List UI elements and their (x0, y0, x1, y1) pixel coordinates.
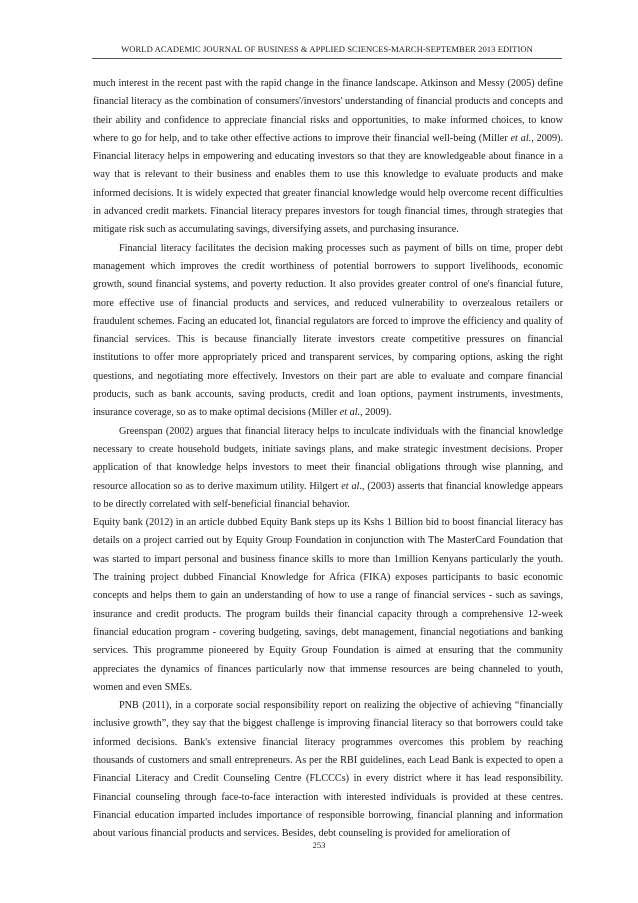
citation-etal: et al. (339, 407, 361, 419)
paragraph-p5 (93, 697, 563, 843)
page-number: 253 (312, 840, 326, 850)
text-run: Greenspan (2002) argues that financial literacy helps to inculcate individuals with the financial knowledge necessary to create household budgets, initiate savings plans, and make strategic investment decisions. Proper application of that knowledge helps investors to meet their financial obligations through wise planning, and resource allocation so as to derive maximum utility. Hilgert (93, 425, 563, 492)
citation-etal: et al. (510, 132, 532, 144)
text-run: , 2009). Financial literacy helps in empowering and educating investors so that they are knowledgeable about finance in a way that is relevant to their business and enables them to use this knowledge to evaluate products and make informed decisions. It is widely expected that greater financial knowledge would help overcome recent difficulties in advanced credit markets. Financial literacy prepares investors for tough financial times, through strategies that mitigate risk such as accumulating savings, diversifying assets, and purchasing insurance. (93, 132, 563, 236)
text-run: Equity bank (2012) in an article dubbed Equity Bank steps up its Kshs 1 Billion bid to boost financial literacy has details on a project carried out by Equity Group Foundation in conjunction with The MasterCard Foundation that was started to impart personal and business finance skills to more than 1million Kenyans particularly the youth. The training project dubbed Financial Knowledge for Africa (FIKA) exposes participants to basic economic concepts and helps them to gain an understanding of how to use a range of financial services - such as savings, insurance and credit products. The program builds their financial capacity through a comprehensive 12-week financial education program - covering budgeting, savings, debt management, financial negotiations and banking services. This programme pioneered by Equity Group Foundation is aimed at ensuring that the community appreciates the dynamics of finances particularly now that immense resources are being channeled to youth, women and even SMEs. (93, 517, 563, 693)
article-body (93, 75, 563, 843)
journal-running-header: WORLD ACADEMIC JOURNAL OF BUSINESS & APPLIED SCIENCES-MARCH-SEPTEMBER 2013 EDITION (92, 44, 562, 59)
paragraph-p1 (93, 75, 563, 240)
text-run: ., (2003) asserts that financial knowledge appears to be directly correlated with self-beneficial financial behavior. (93, 480, 563, 510)
text-run: much interest in the recent past with the rapid change in the finance landscape. Atkinson and Messy (2005) define financial literacy as the combination of consumers'/investors' understanding of financial products and concepts and their ability and confidence to appreciate financial risks and opportunities, to make informed choices, to know where to go for help, and to take other effective actions to improve their financial well-being (Miller (93, 78, 563, 144)
paragraph-p2 (93, 240, 563, 423)
citation-etal: et al (341, 480, 360, 492)
paragraph-p3 (93, 423, 563, 514)
text-run: Financial literacy facilitates the decision making processes such as payment of bills on time, proper debt management which improves the credit worthiness of potential borrowers to support livelihoods, economic growth, sound financial systems, and poverty reduction. It also provides greater control of one's financial future, more effective use of financial products and services, and reduced vulnerability to overzealous retailers or fraudulent schemes. Facing an educated lot, financial regulators are forced to improve the efficiency and quality of financial services. This is because financially literate investors create competitive pressures on financial institutions to offer more appropriately priced and transparent services, by comparing options, asking the right questions, and negotiating more effectively. Investors on their part are able to evaluate and compare financial products, such as bank accounts, saving products, credit and loan options, payment instruments, investments, insurance coverage, so as to make optimal decisions (Miller (93, 242, 563, 419)
paragraph-p4 (93, 514, 563, 697)
text-run: PNB (2011), in a corporate social responsibility report on realizing the objective of achieving “financially inclusive growth”, they say that the biggest challenge is improving financial literacy so that borrowers could take informed decisions. Bank's extensive financial literacy programmes overcomes this problem by reaching thousands of customers and small entrepreneurs. As per the RBI guidelines, each Lead Bank is expected to open a Financial Literacy and Credit Counseling Centre (FLCCCs) in every district where it has lead responsibility. Financial counseling through face-to-face interaction with interested individuals is provided at these centres. Financial education imparted includes importance of responsible borrowing, financial planning and information about various financial products and services. Besides, debt counseling is provided for amelioration of (93, 700, 563, 840)
text-run: , 2009). (360, 407, 392, 419)
